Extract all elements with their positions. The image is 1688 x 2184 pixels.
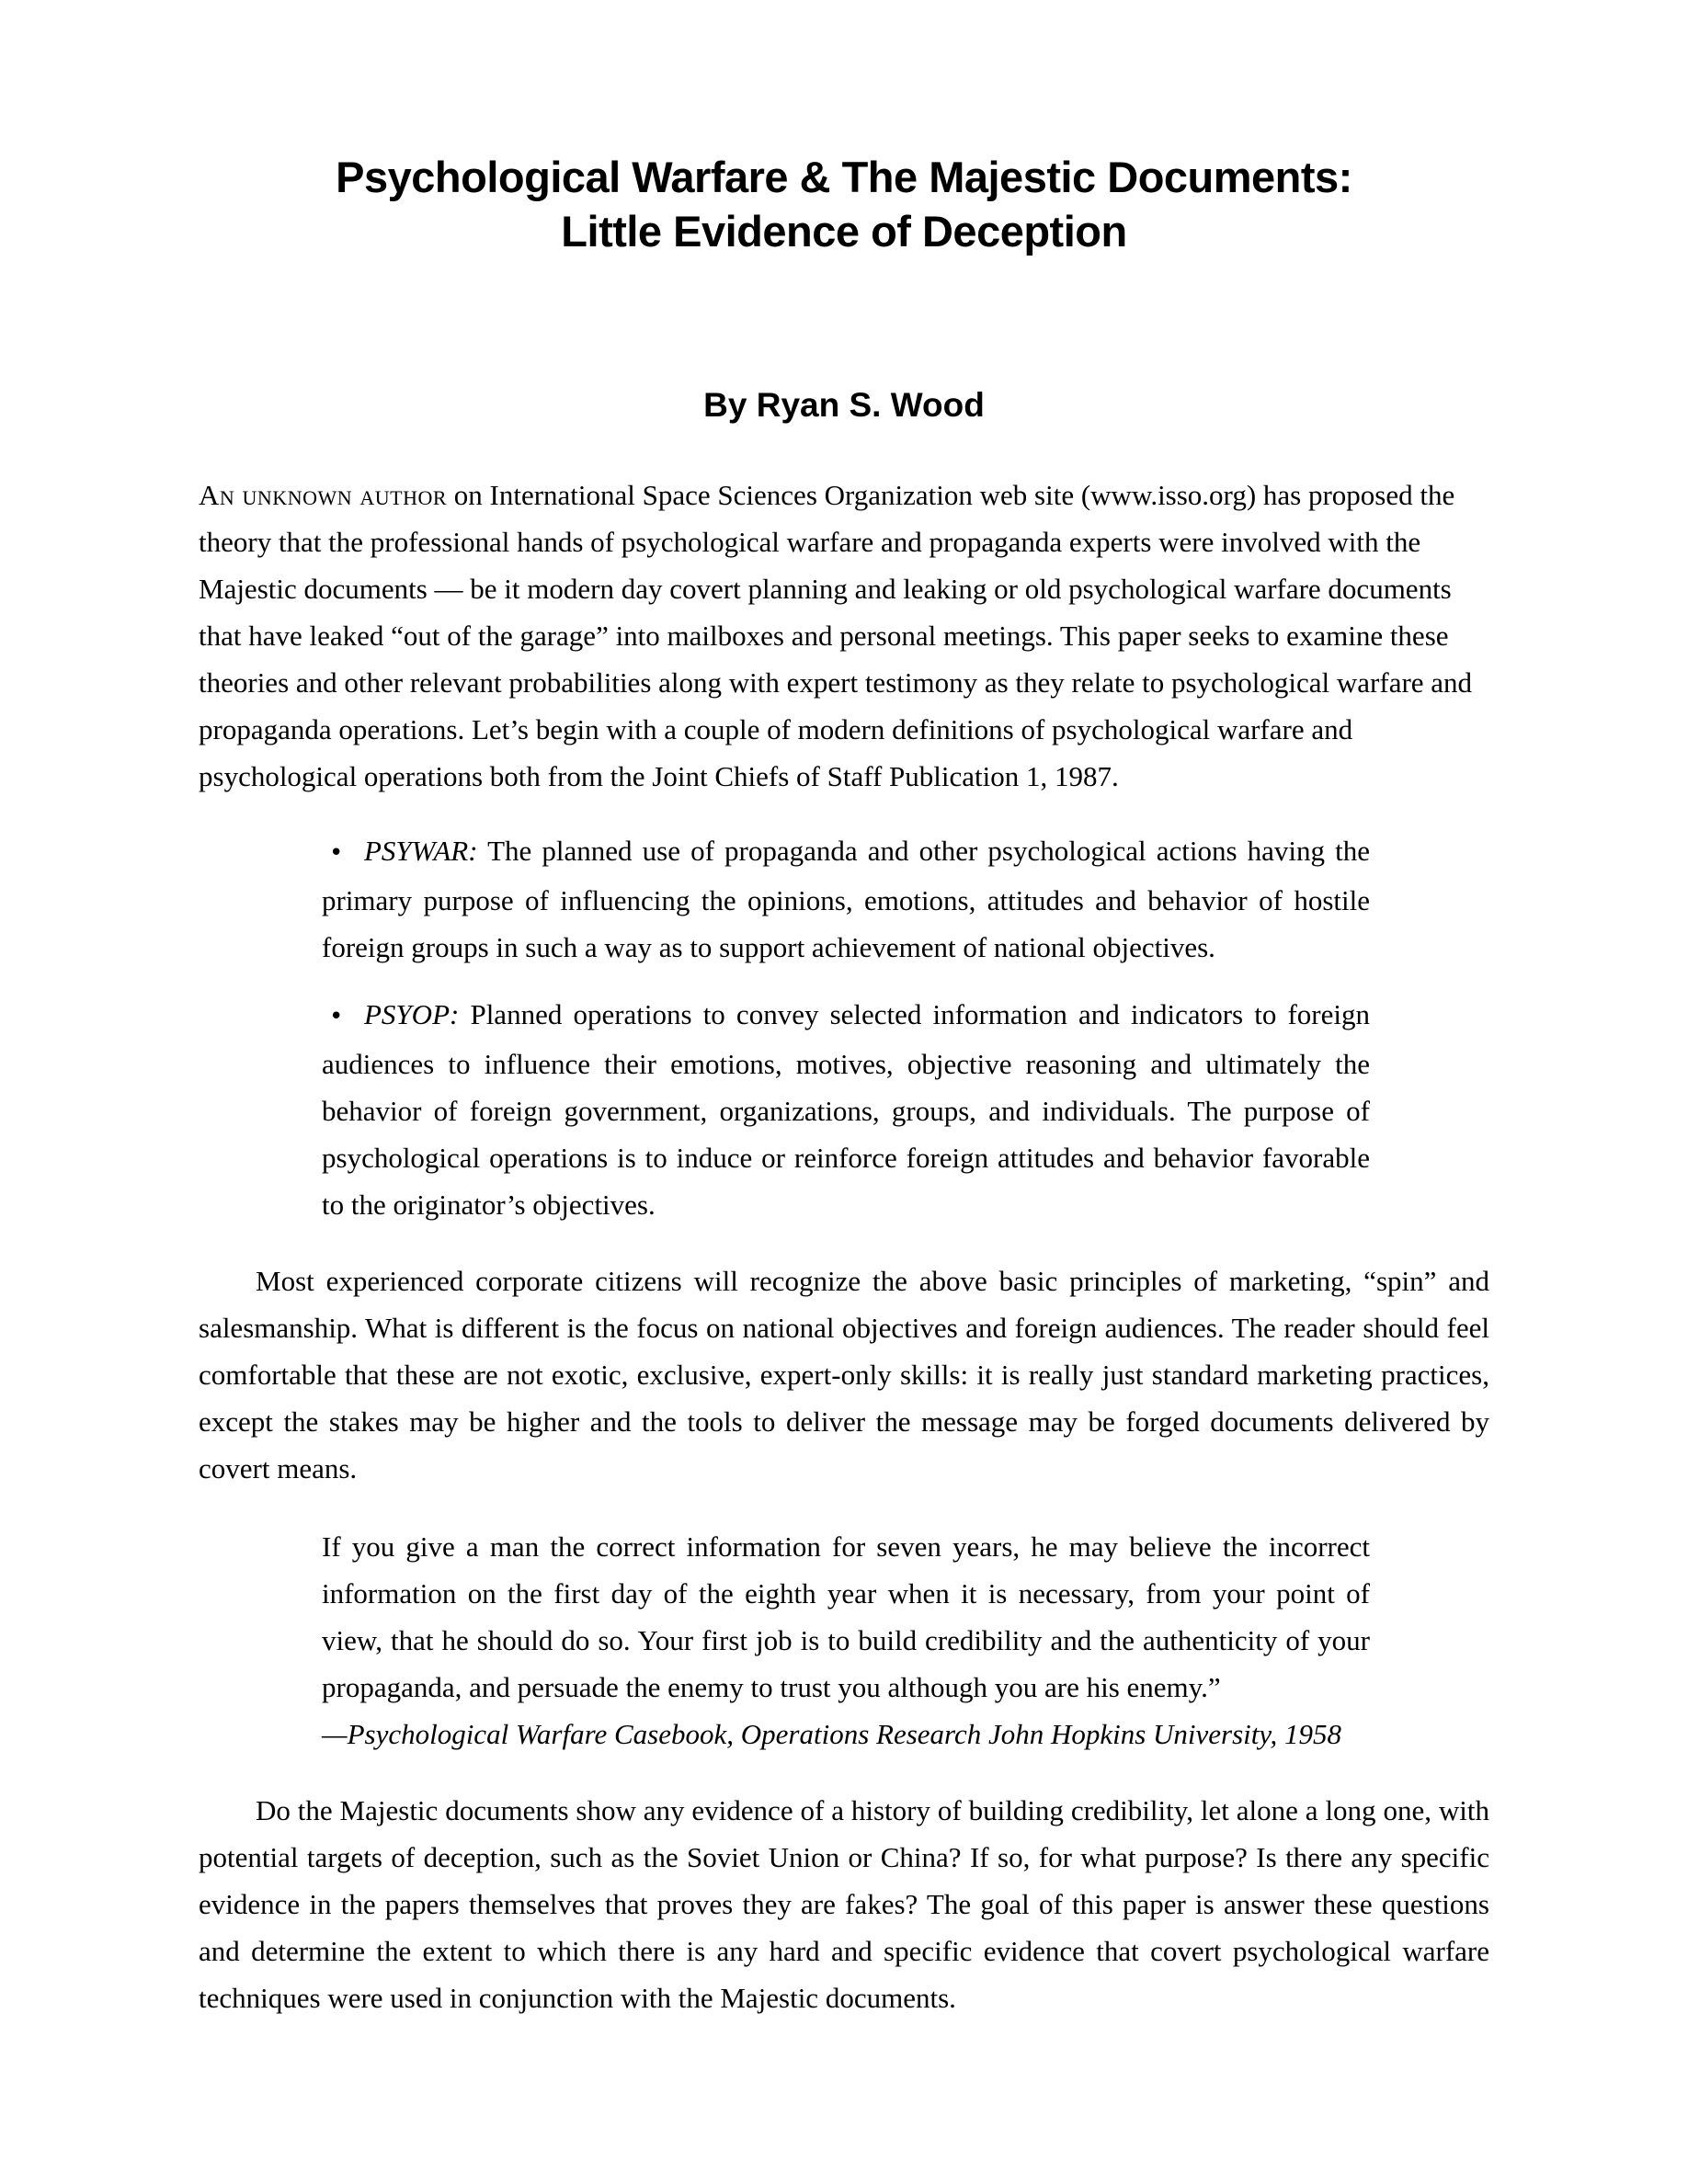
bullet-item-psywar	[322, 827, 1370, 971]
psywar-definition: The planned use of propaganda and other psychological actions having the primary purpose of influencing the opinions, emotions, attitudes and behavior of hostile foreign groups in such a way as to support achievement of national objectives.	[322, 835, 1370, 963]
bullet-item-psyop	[322, 991, 1370, 1228]
intro-paragraph-text: on International Space Sciences Organization web site (www.isso.org) has proposed the theory that the professional hands of psychological warfare and propaganda experts were involved with the Majestic documents — be it modern day covert planning and leaking or old psychological warfare documents that have leaked “out of the garage” into mailboxes and personal meetings. This paper seeks to examine these theories and other relevant probabilities along with expert testimony as they relate to psychological warfare and propaganda operations. Let’s begin with a couple of modern definitions of psychological warfare and psychological operations both from the Joint Chiefs of Staff Publication 1, 1987.	[199, 479, 1473, 792]
page-title-line-2: Little Evidence of Deception	[561, 207, 1127, 256]
quote-block	[322, 1523, 1370, 1757]
closing-paragraph: Do the Majestic documents show any evidence of a history of building credibility, let alone a long one, with potential targets of deception, such as the Soviet Union or China? If so, for what purpose? Is there any specific evidence in the papers themselves that proves they are fakes? The goal of this paper is answer these questions and determine the extent to which there is any hard and specific evidence that covert psychological warfare techniques were used in conjunction with the Majestic documents.	[199, 1794, 1489, 2014]
byline: By Ryan S. Wood	[703, 386, 985, 424]
document-content	[0, 150, 1688, 2021]
definition-bullet-list	[322, 827, 1370, 1228]
marketing-paragraph: Most experienced corporate citizens will recognize the above basic principles of marketing, “spin” and salesmanship. What is different is the focus on national objectives and foreign audiences. The reader should feel comfortable that these are not exotic, exclusive, expert-only skills: it is really just standard marketing practices, except the stakes may be higher and the tools to deliver the message may be forged documents delivered by covert means.	[199, 1265, 1489, 1484]
intro-paragraph	[199, 472, 1489, 800]
psyop-definition: Planned operations to convey selected information and indicators to foreign audiences to influence their emotions, motives, objective reasoning and ultimately the behavior of foreign government, organizations, groups, and individuals. The purpose of psychological operations is to induce or reinforce foreign attitudes and behavior favorable to the originator’s objectives.	[322, 998, 1370, 1221]
quote-attribution: —Psychological Warfare Casebook, Operations Research John Hopkins University, 1958	[322, 1718, 1341, 1750]
bullet-icon: •	[329, 1003, 344, 1030]
bullet-icon: •	[329, 839, 344, 867]
quote-text: If you give a man the correct information for seven years, he may believe the incorrect information on the first day of the eighth year when it is necessary, from your point of view, that he should do so. Your first job is to build credibility and the authenticity of your propaganda, and persuade the enemy to trust you although you are his enemy.”	[322, 1530, 1370, 1703]
psywar-term: PSYWAR:	[364, 835, 478, 867]
page-title	[199, 150, 1489, 258]
page-title-line-1: Psychological Warfare & The Majestic Documents:	[336, 153, 1352, 201]
psyop-term: PSYOP:	[364, 998, 460, 1030]
intro-smallcaps-lead: An unknown author	[199, 479, 448, 511]
